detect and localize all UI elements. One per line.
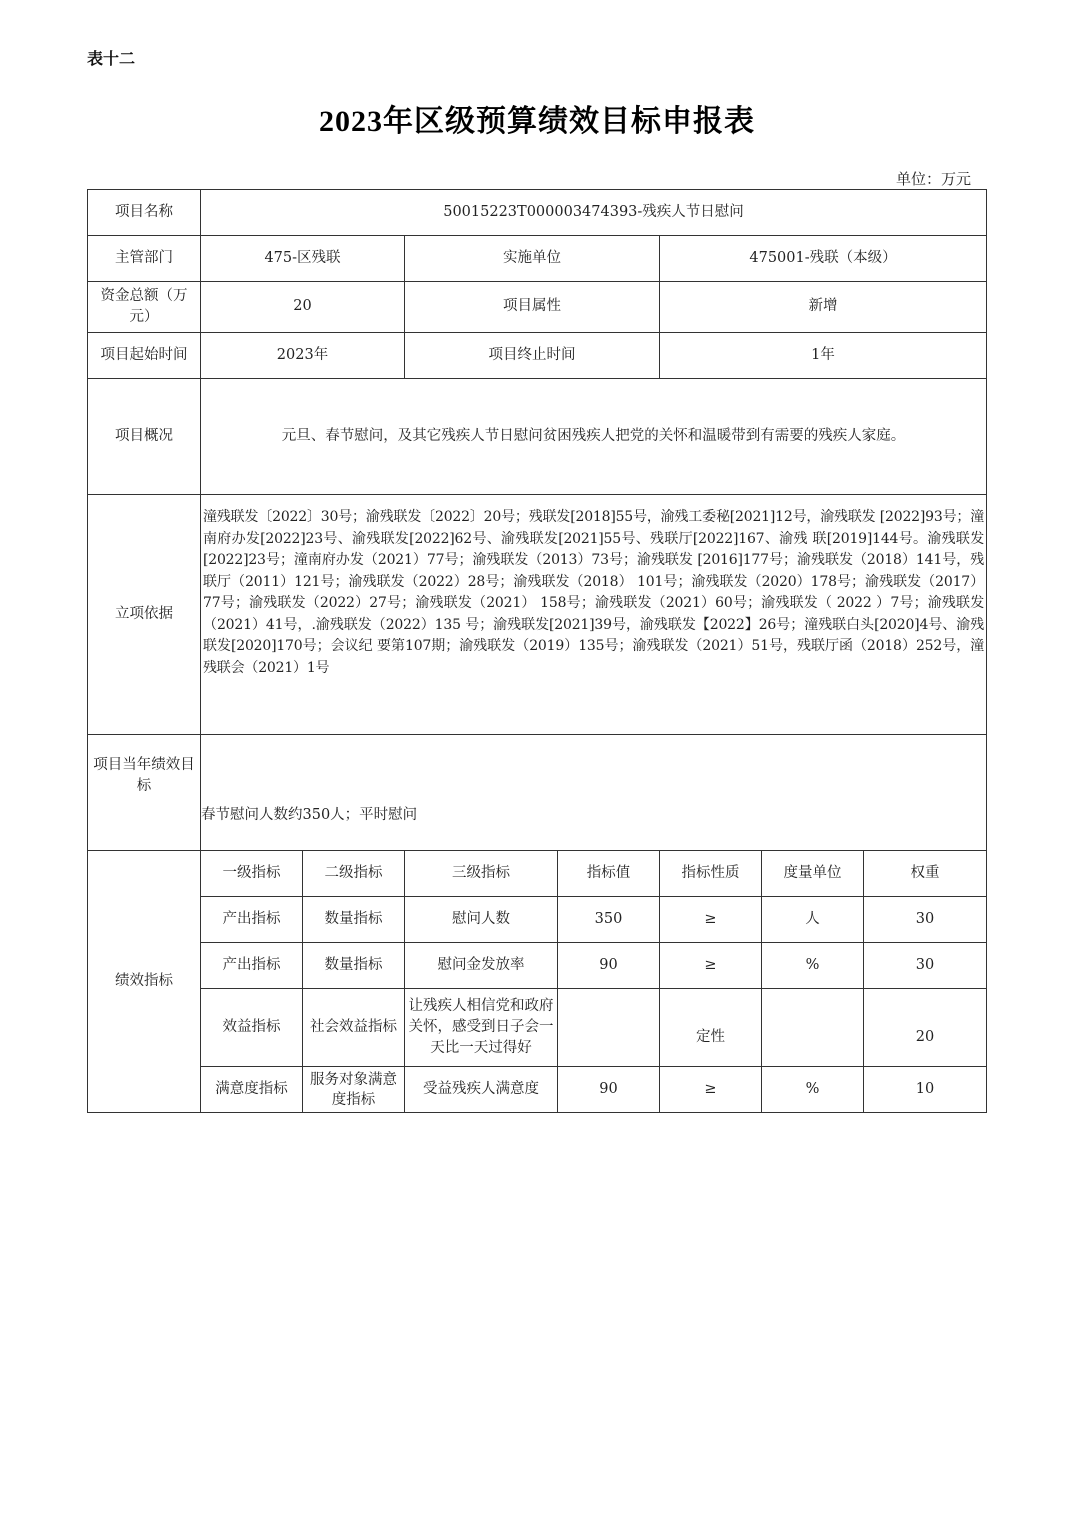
- amount-label: 资金总额（万元）: [88, 282, 201, 333]
- basis-label: 立项依据: [88, 495, 201, 735]
- table-row: [88, 989, 987, 1067]
- row-annual-goal: [88, 735, 987, 851]
- level1-cell: 产出指标: [201, 897, 303, 943]
- project-attribute-label: 项目属性: [405, 282, 660, 333]
- level3-cell: 受益残疾人满意度: [405, 1067, 558, 1113]
- row-basis: [88, 495, 987, 735]
- table-row: [88, 943, 987, 989]
- start-time-value: 2023年: [201, 333, 405, 379]
- nature-cell: 定性: [660, 989, 762, 1067]
- weight-cell: 20: [864, 989, 987, 1067]
- annual-goal-value: 春节慰问人数约350人；平时慰问: [201, 735, 987, 851]
- table-row: [88, 1067, 987, 1113]
- end-time-value: 1年: [660, 333, 987, 379]
- nature-cell: ≥: [660, 943, 762, 989]
- weight-cell: 10: [864, 1067, 987, 1113]
- implementing-unit-value: 475001-残联（本级）: [660, 236, 987, 282]
- weight-cell: 30: [864, 897, 987, 943]
- header-level2: 二级指标: [303, 851, 405, 897]
- value-cell: [558, 989, 660, 1067]
- level2-cell: 服务对象满意度指标: [303, 1067, 405, 1113]
- unit-label: 单位：万元: [895, 170, 971, 188]
- weight-cell: 30: [864, 943, 987, 989]
- amount-value: 20: [201, 282, 405, 333]
- start-time-label: 项目起始时间: [88, 333, 201, 379]
- header-nature: 指标性质: [660, 851, 762, 897]
- document-title: 2023年区级预算绩效目标申报表: [319, 105, 755, 138]
- level2-cell: 社会效益指标: [303, 989, 405, 1067]
- value-cell: 350: [558, 897, 660, 943]
- row-time: [88, 333, 987, 379]
- end-time-label: 项目终止时间: [405, 333, 660, 379]
- header-unit: 度量单位: [762, 851, 864, 897]
- annual-goal-label: 项目当年绩效目标: [88, 735, 201, 851]
- value-cell: 90: [558, 1067, 660, 1113]
- header-level1: 一级指标: [201, 851, 303, 897]
- level1-cell: 效益指标: [201, 989, 303, 1067]
- nature-cell: ≥: [660, 897, 762, 943]
- table-number: 表十二: [87, 49, 136, 68]
- value-cell: 90: [558, 943, 660, 989]
- level1-cell: 满意度指标: [201, 1067, 303, 1113]
- unit-cell: [762, 989, 864, 1067]
- unit-cell: 人: [762, 897, 864, 943]
- row-department: [88, 236, 987, 282]
- department-label: 主管部门: [88, 236, 201, 282]
- overview-value: 元旦、春节慰问，及其它残疾人节日慰问贫困残疾人把党的关怀和温暖带到有需要的残疾人家庭。: [201, 379, 987, 495]
- level2-cell: 数量指标: [303, 897, 405, 943]
- header-weight: 权重: [864, 851, 987, 897]
- performance-target-table: [87, 189, 987, 1113]
- unit-cell: %: [762, 943, 864, 989]
- level1-cell: 产出指标: [201, 943, 303, 989]
- department-value: 475-区残联: [201, 236, 405, 282]
- row-amount: [88, 282, 987, 333]
- project-attribute-value: 新增: [660, 282, 987, 333]
- unit-cell: %: [762, 1067, 864, 1113]
- level3-cell: 慰问人数: [405, 897, 558, 943]
- nature-cell: ≥: [660, 1067, 762, 1113]
- overview-label: 项目概况: [88, 379, 201, 495]
- basis-value: 潼残联发〔2022〕30号；渝残联发〔2022〕20号；残联发[2018]55号，渝残工委秘[2021]12号，渝残联发 [2022]93号；潼南府办发[2022]23号、渝残联发[2022]62号、渝残联发[2021]55号、残联厅[2022]167、渝残 联[2019]144号。渝残联发[2022]23号；潼南府办发（2021）77号；渝残联发（2013）73号；渝残联发 [2016]177号；渝残联发（2018）141号，残联厅（2011）121号；渝残联发（2022）28号；渝残联发（2018） 101号；渝残联发（2020）178号；渝残联发（2017）77号；渝残联发（2022）27号；渝残联发（2021） 158号；渝残联发（2021）60号；渝残联发（ 2022 ）7号；渝残联发（2021）41号，.渝残联发（2022）135 号；渝残联发[2021]39号，渝残联发【2022】26号；潼残联白头[2020]4号、渝残联发[2020]170号；会议纪 要第107期；渝残联发（2019）135号；渝残联发（2021）51号，残联厅函（2018）252号，潼残联会（2021）1号: [201, 495, 987, 735]
- level3-cell: 让残疾人相信党和政府关怀，感受到日子会一天比一天过得好: [405, 989, 558, 1067]
- header-value: 指标值: [558, 851, 660, 897]
- level3-cell: 慰问金发放率: [405, 943, 558, 989]
- row-overview: [88, 379, 987, 495]
- implementing-unit-label: 实施单位: [405, 236, 660, 282]
- project-name-value: 50015223T000003474393-残疾人节日慰问: [201, 190, 987, 236]
- indicators-section-label: 绩效指标: [88, 851, 201, 1113]
- row-project-name: [88, 190, 987, 236]
- project-name-label: 项目名称: [88, 190, 201, 236]
- table-row: [88, 897, 987, 943]
- header-level3: 三级指标: [405, 851, 558, 897]
- level2-cell: 数量指标: [303, 943, 405, 989]
- indicator-header-row: [88, 851, 987, 897]
